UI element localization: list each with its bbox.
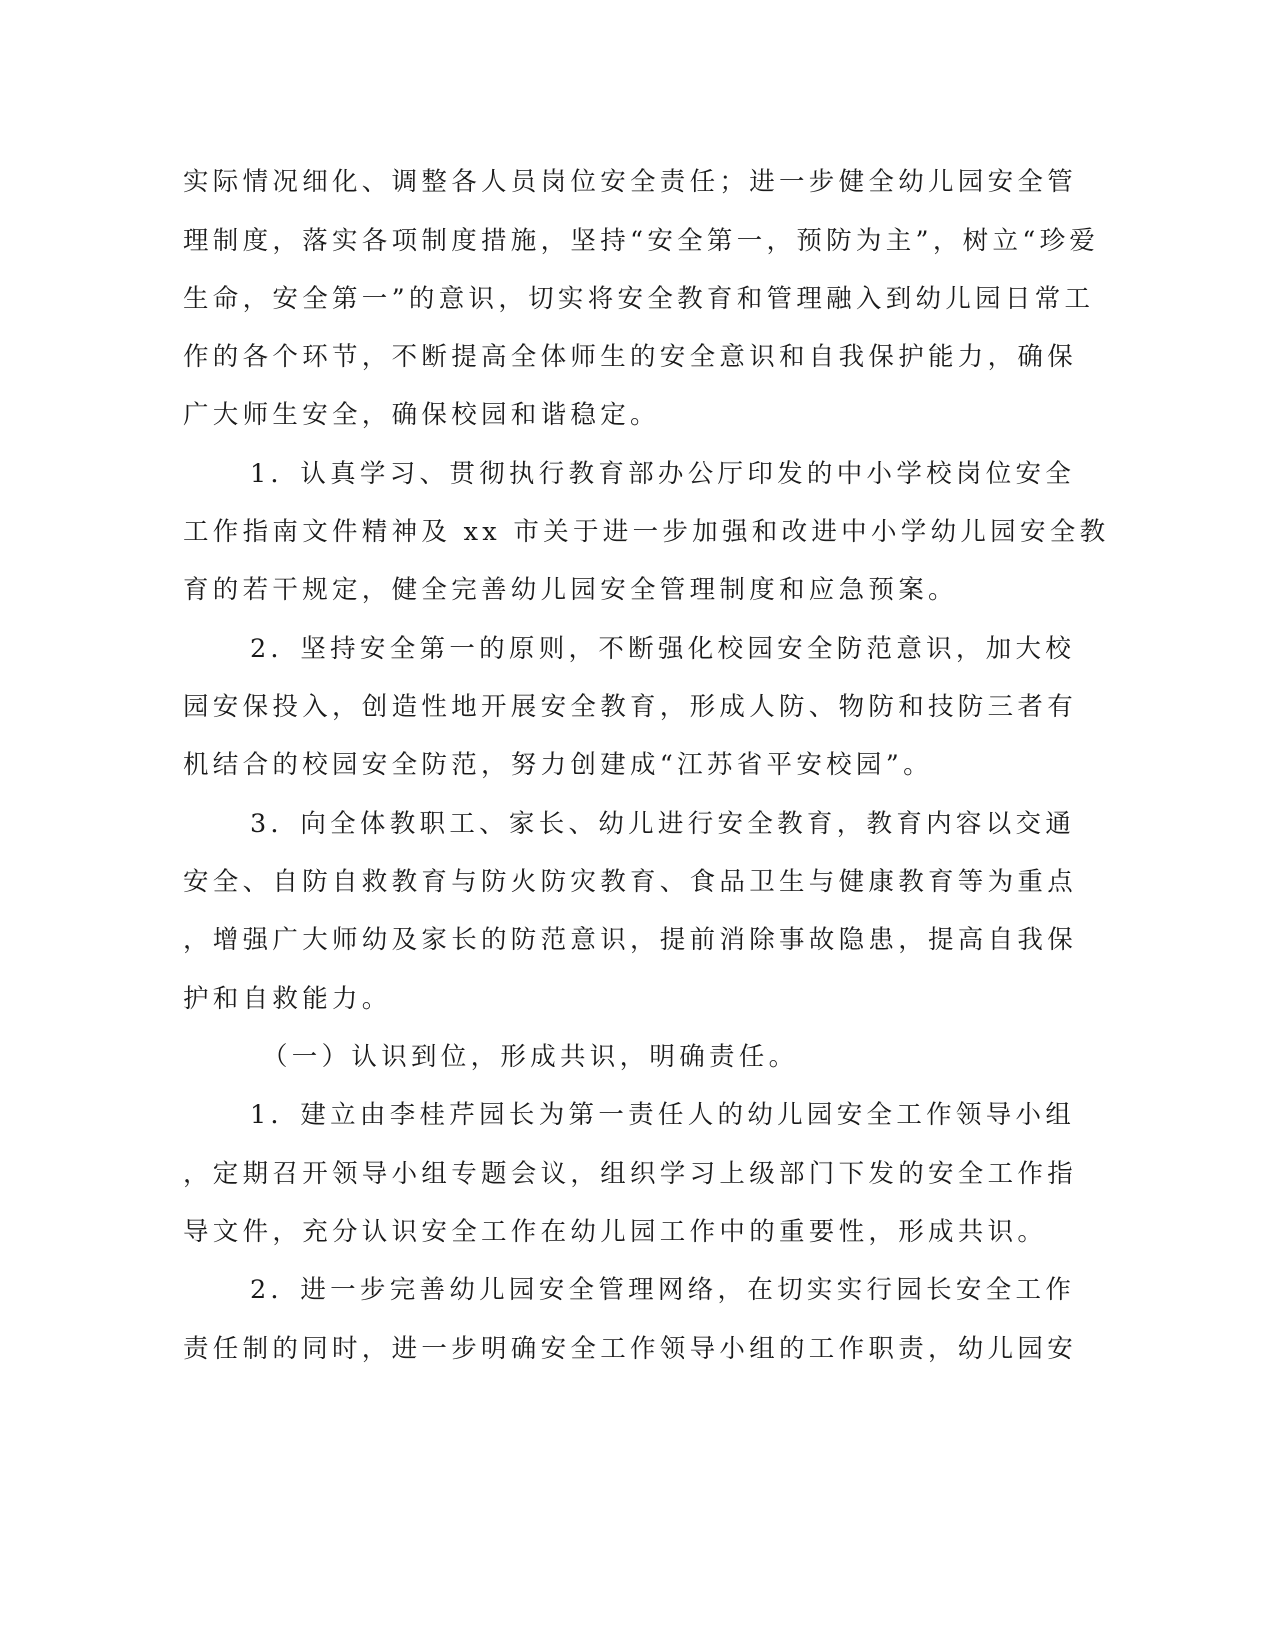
body-text-line: 生命，安全第一”的意识，切实将安全教育和管理融入到幼儿园日常工: [183, 284, 1095, 314]
body-text-line: 工作指南文件精神及 xx 市关于进一步加强和改进中小学幼儿园安全教: [183, 517, 1110, 547]
body-text-line: 园安保投入，创造性地开展安全教育，形成人防、物防和技防三者有: [183, 692, 1078, 722]
body-text-line: 机结合的校园安全防范，努力创建成“江苏省平安校园”。: [183, 750, 933, 780]
numbered-item-line: 1．建立由李桂芹园长为第一责任人的幼儿园安全工作领导小组: [250, 1100, 1076, 1130]
body-text-line: 安全、自防自救教育与防火防灾教育、食品卫生与健康教育等为重点: [183, 867, 1078, 897]
body-text-line: 导文件，充分认识安全工作在幼儿园工作中的重要性，形成共识。: [183, 1217, 1048, 1247]
body-text-line: ，增强广大师幼及家长的防范意识，提前消除事故隐患，提高自我保: [183, 925, 1078, 955]
body-text-line: 实际情况细化、调整各人员岗位安全责任；进一步健全幼儿园安全管: [183, 167, 1078, 197]
section-heading: （一）认识到位，形成共识，明确责任。: [262, 1042, 799, 1072]
numbered-item-line: 3．向全体教职工、家长、幼儿进行安全教育，教育内容以交通: [250, 809, 1076, 839]
body-text-line: 护和自救能力。: [183, 984, 392, 1014]
body-text-line: 作的各个环节，不断提高全体师生的安全意识和自我保护能力，确保: [183, 342, 1078, 372]
numbered-item-line: 1．认真学习、贯彻执行教育部办公厅印发的中小学校岗位安全: [250, 459, 1076, 489]
body-text-line: ，定期召开领导小组专题会议，组织学习上级部门下发的安全工作指: [183, 1159, 1078, 1189]
body-text-line: 广大师生安全，确保校园和谐稳定。: [183, 400, 660, 430]
body-text-line: 理制度，落实各项制度措施，坚持“安全第一，预防为主”，树立“珍爱: [183, 226, 1100, 256]
numbered-item-line: 2．坚持安全第一的原则，不断强化校园安全防范意识，加大校: [250, 634, 1076, 664]
body-text-line: 育的若干规定，健全完善幼儿园安全管理制度和应急预案。: [183, 575, 958, 605]
numbered-item-line: 2．进一步完善幼儿园安全管理网络，在切实实行园长安全工作: [250, 1275, 1076, 1305]
body-text-line: 责任制的同时，进一步明确安全工作领导小组的工作职责，幼儿园安: [183, 1334, 1078, 1364]
